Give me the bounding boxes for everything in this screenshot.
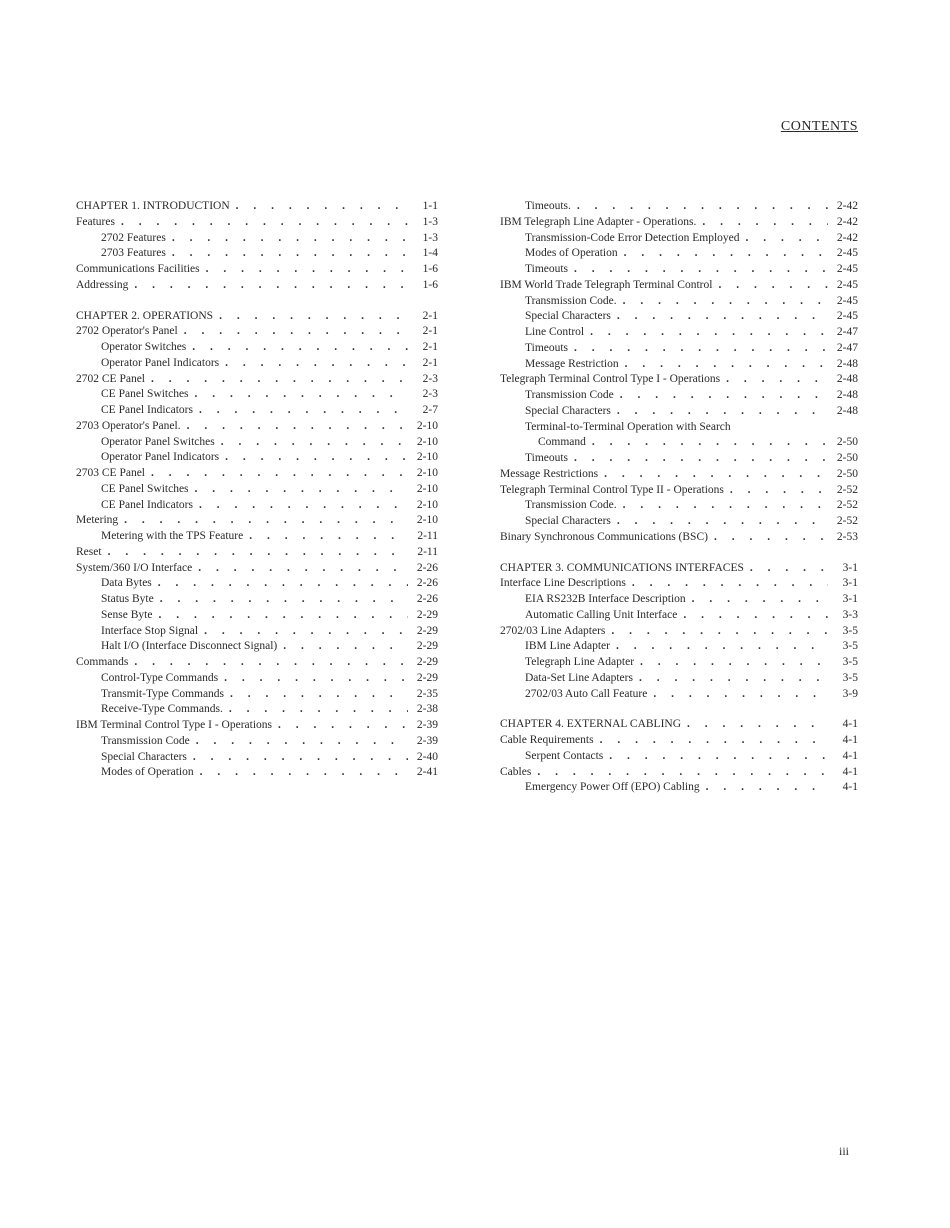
dot-leader — [192, 561, 408, 577]
toc-entry-title: Sense Byte — [101, 608, 153, 621]
toc-entry-title: Operator Panel Indicators — [101, 451, 220, 464]
toc-entry — [500, 199, 858, 215]
dot-leader — [166, 246, 408, 262]
toc-entry-page: 3-5 — [842, 656, 858, 668]
dot-leader — [186, 340, 408, 356]
toc-entry-page: 2-48 — [836, 373, 858, 386]
toc-entry-title: Operator Switches — [101, 341, 187, 353]
toc-entry-page: 2-1 — [422, 356, 438, 369]
toc-entry-page: 3-5 — [842, 624, 858, 637]
toc-entry-title: CE Panel Indicators — [101, 404, 193, 416]
toc-entry-page: 4-1 — [842, 718, 858, 731]
toc-entry-title: 2702 Features — [101, 231, 166, 244]
dot-leader — [166, 231, 408, 247]
toc-entry — [500, 309, 858, 325]
toc-entry — [500, 576, 858, 592]
toc-entry-title: Operator Panel Indicators — [101, 356, 220, 369]
toc-entry-title: Data Bytes — [101, 577, 152, 590]
toc-entry-title: Features — [76, 215, 115, 228]
toc-entry — [500, 687, 858, 703]
toc-entry — [500, 765, 858, 781]
dot-leader — [152, 576, 408, 592]
dot-leader — [571, 199, 828, 215]
dot-leader — [603, 749, 828, 765]
dot-leader — [634, 655, 828, 671]
dot-leader — [586, 435, 828, 451]
toc-entry-title: Binary Synchronous Communications (BSC) — [500, 530, 708, 543]
toc-entry-page: 2-35 — [416, 687, 438, 700]
toc-entry — [500, 294, 858, 310]
toc-entry-page: 3-5 — [842, 640, 858, 653]
toc-entry — [500, 435, 858, 451]
dot-leader — [154, 592, 408, 608]
toc-entry-title: Telegraph Terminal Control Type II - Operations — [500, 483, 724, 496]
dot-leader — [598, 467, 828, 483]
dot-leader — [128, 655, 408, 671]
dot-leader — [626, 576, 828, 592]
toc-entry — [76, 513, 438, 529]
toc-entry-page: 2-50 — [836, 436, 858, 449]
dot-leader — [200, 262, 408, 278]
toc-entry-page: 3-1 — [842, 593, 858, 605]
toc-entry-title: Timeouts — [525, 263, 569, 275]
toc-entry-title: Transmission-Code Error Detection Employed — [525, 231, 740, 244]
dot-leader — [181, 419, 408, 435]
toc-entry-page: 2-3 — [422, 372, 438, 385]
toc-entry-page: 2-26 — [416, 577, 438, 590]
toc-entry-page: 2-29 — [416, 608, 438, 621]
toc-entry-page: 4-1 — [842, 749, 858, 762]
dot-leader — [611, 514, 828, 530]
toc-entry — [76, 750, 438, 766]
toc-entry-title: Timeouts. — [525, 200, 571, 212]
dot-leader — [193, 403, 408, 419]
toc-entry — [500, 483, 858, 499]
toc-entry — [76, 450, 438, 466]
toc-entry-title: EIA RS232B Interface Description — [525, 593, 686, 605]
dot-leader — [102, 545, 408, 561]
toc-entry-title: IBM Telegraph Line Adapter - Operations. — [500, 215, 697, 228]
toc-entry-title: Automatic Calling Unit Interface — [525, 608, 678, 621]
toc-entry-page: 2-50 — [836, 467, 858, 480]
dot-leader — [619, 357, 828, 373]
toc-entry — [76, 545, 438, 561]
dot-leader — [724, 483, 828, 499]
dot-leader — [219, 356, 408, 372]
toc-entry-title: IBM Terminal Control Type I - Operations — [76, 719, 272, 731]
toc-entry-page: 2-48 — [836, 357, 858, 370]
toc-entry-page: 3-1 — [842, 561, 858, 574]
toc-entry-page: 2-41 — [416, 766, 438, 779]
toc-entry — [500, 624, 858, 640]
toc-entry — [76, 561, 438, 577]
toc-entry — [500, 655, 858, 671]
toc-entry — [500, 514, 858, 530]
toc-entry-title: IBM World Trade Telegraph Terminal Control — [500, 278, 713, 291]
toc-entry-title: Special Characters — [525, 515, 611, 527]
toc-entry-page: 2-39 — [416, 719, 438, 731]
toc-entry — [500, 451, 858, 467]
toc-entry — [76, 734, 438, 750]
toc-entry-title: Line Control — [525, 326, 585, 338]
toc-entry — [76, 639, 438, 655]
toc-right-column — [500, 199, 858, 796]
toc-entry-title: Halt I/O (Interface Disconnect Signal) — [101, 640, 278, 653]
toc-entry-page: 2-38 — [416, 703, 438, 716]
dot-leader — [605, 624, 828, 640]
toc-entry — [76, 718, 438, 734]
toc-entry-page: 3-3 — [842, 608, 858, 621]
toc-entry-title: Cables — [500, 765, 532, 778]
dot-leader — [614, 388, 828, 404]
dot-leader — [145, 466, 408, 482]
toc-entry — [500, 357, 858, 373]
toc-entry-page: 2-11 — [417, 545, 438, 558]
dot-leader — [198, 624, 408, 640]
toc-entry-title: CE Panel Indicators — [101, 498, 193, 511]
toc-entry — [500, 608, 858, 624]
dot-leader — [708, 530, 828, 546]
dot-leader — [187, 750, 408, 766]
toc-entry — [76, 466, 438, 482]
toc-entry — [500, 420, 858, 436]
toc-entry-title: Transmission Code. — [525, 294, 617, 307]
toc-entry-title: Commands — [76, 656, 129, 668]
dot-leader — [128, 278, 408, 294]
toc-entry-title: Emergency Power Off (EPO) Cabling — [525, 781, 700, 794]
dot-leader — [115, 215, 408, 231]
toc-entry — [76, 624, 438, 640]
toc-entry-page: 2-10 — [416, 498, 438, 511]
toc-entry-page: 1-3 — [422, 215, 438, 228]
toc-entry-page: 2-40 — [416, 750, 438, 763]
toc-entry — [500, 749, 858, 765]
toc-entry — [76, 356, 438, 372]
toc-entry-page: 2-29 — [416, 624, 438, 637]
toc-entry-page: 2-3 — [422, 388, 438, 401]
toc-entry — [500, 388, 858, 404]
toc-entry — [76, 324, 438, 340]
toc-entry-page: 3-9 — [842, 687, 858, 700]
dot-leader — [584, 325, 828, 341]
toc-entry — [76, 340, 438, 356]
toc-entry-title: Operator Panel Switches — [101, 435, 215, 448]
dot-leader — [193, 498, 408, 514]
dot-leader — [219, 450, 408, 466]
toc-entry — [500, 341, 858, 357]
dot-leader — [213, 309, 408, 325]
toc-entry-page: 2-52 — [836, 483, 858, 496]
toc-entry-title: 2702/03 Auto Call Feature — [525, 687, 648, 700]
toc-entry — [76, 419, 438, 435]
dot-leader — [215, 435, 408, 451]
toc-entry-page: 2-47 — [836, 341, 858, 354]
toc-entry-title: Interface Line Descriptions — [500, 577, 626, 590]
toc-entry-title: 2703 Features — [101, 247, 166, 260]
toc-entry — [76, 262, 438, 278]
toc-entry-title: Telegraph Terminal Control Type I - Operations — [500, 373, 721, 386]
toc-entry — [500, 780, 858, 796]
toc-entry — [500, 231, 858, 247]
toc-entry-page: 2-1 — [422, 325, 438, 338]
toc-entry-title: Transmission Code. — [525, 499, 617, 512]
toc-entry — [76, 592, 438, 608]
toc-entry-page: 4-1 — [842, 765, 858, 778]
toc-entry-page: 2-52 — [836, 499, 858, 512]
toc-entry-title: IBM Line Adapter — [525, 640, 610, 653]
toc-entry-page: 2-26 — [416, 593, 438, 605]
toc-entry — [500, 325, 858, 341]
toc-entry — [500, 639, 858, 655]
toc-entry-title: Modes of Operation — [101, 766, 194, 779]
toc-entry-title: System/360 I/O Interface — [76, 561, 193, 574]
dot-leader — [712, 278, 828, 294]
dot-leader — [720, 372, 828, 388]
toc-entry — [76, 403, 438, 419]
toc-entry-page: 2-10 — [416, 482, 438, 495]
dot-leader — [189, 482, 408, 498]
toc-entry-title: Control-Type Commands — [101, 671, 219, 684]
toc-entry — [76, 246, 438, 262]
toc-entry-title: Cable Requirements — [500, 734, 594, 746]
dot-leader — [618, 246, 828, 262]
toc-entry — [76, 309, 438, 325]
dot-leader — [230, 199, 408, 215]
toc-entry-title: 2702/03 Line Adapters — [500, 624, 606, 637]
toc-entry-page: 2-39 — [416, 734, 438, 747]
toc-entry-page: 3-1 — [842, 577, 858, 590]
toc-entry-page: 2-10 — [416, 435, 438, 448]
toc-entry-page: 2-10 — [416, 419, 438, 432]
toc-entry-title: CHAPTER 1. INTRODUCTION — [76, 200, 230, 212]
toc-entry-title: CHAPTER 3. COMMUNICATIONS INTERFACES — [500, 561, 744, 574]
toc-entry-page: 4-1 — [842, 781, 858, 794]
toc-entry-page: 2-53 — [836, 530, 858, 543]
toc-entry — [76, 387, 438, 403]
dot-leader — [611, 309, 828, 325]
dot-leader — [696, 215, 828, 231]
toc-entry — [500, 372, 858, 388]
toc-entry — [500, 592, 858, 608]
toc-entry-title: 2703 Operator's Panel. — [76, 419, 181, 432]
toc-entry-page: 2-42 — [836, 200, 858, 212]
dot-leader — [594, 733, 828, 749]
dot-leader — [277, 639, 408, 655]
toc-entry-title: Modes of Operation — [525, 247, 618, 260]
toc-entry-page: 2-26 — [416, 561, 438, 574]
toc-entry-title: Status Byte — [101, 593, 154, 605]
toc-entry-title: Reset — [76, 545, 102, 558]
toc-left-column — [76, 199, 438, 781]
dot-leader — [700, 780, 828, 796]
toc-entry-page: 2-29 — [416, 671, 438, 684]
toc-entry-title: CE Panel Switches — [101, 482, 189, 495]
toc-entry-title: Timeouts — [525, 452, 569, 464]
toc-entry — [76, 655, 438, 671]
toc-entry-page: 2-29 — [416, 656, 438, 668]
toc-entry-title: CHAPTER 4. EXTERNAL CABLING — [500, 718, 682, 731]
toc-entry-page: 1-6 — [422, 263, 438, 275]
dot-leader — [243, 529, 408, 545]
toc-entry — [500, 561, 858, 577]
toc-entry-title: 2702 CE Panel — [76, 372, 145, 385]
toc-entry-page: 2-52 — [836, 515, 858, 527]
toc-entry — [76, 231, 438, 247]
toc-entry — [500, 246, 858, 262]
toc-entry — [500, 498, 858, 514]
toc-entry-page: 1-4 — [422, 247, 438, 260]
dot-leader — [611, 404, 828, 420]
toc-entry-page: 2-47 — [836, 326, 858, 338]
toc-entry — [500, 717, 858, 733]
toc-entry-title: Transmit-Type Commands — [101, 687, 225, 700]
toc-entry — [76, 608, 438, 624]
toc-entry-page: 4-1 — [842, 734, 858, 746]
toc-entry — [76, 529, 438, 545]
toc-entry-page: 2-48 — [836, 404, 858, 417]
toc-entry-page: 2-45 — [836, 247, 858, 260]
toc-entry-page: 2-1 — [422, 341, 438, 353]
dot-leader — [568, 341, 828, 357]
dot-leader — [190, 734, 408, 750]
toc-entry-page: 2-42 — [836, 231, 858, 244]
toc-entry-title: Message Restrictions — [500, 467, 599, 480]
toc-entry-page: 2-10 — [416, 451, 438, 464]
toc-entry — [500, 733, 858, 749]
toc-entry — [500, 215, 858, 231]
dot-leader — [178, 324, 408, 340]
toc-entry-page: 2-7 — [422, 404, 438, 416]
dot-leader — [218, 671, 408, 687]
toc-entry-title: 2702 Operator's Panel — [76, 325, 178, 338]
toc-entry-title: CE Panel Switches — [101, 388, 189, 401]
toc-entry-title: Transmission Code — [101, 734, 190, 747]
toc-entry-page: 2-10 — [416, 514, 438, 527]
toc-entry-page: 2-45 — [836, 263, 858, 275]
toc-entry-title: Special Characters — [525, 310, 611, 323]
dot-leader — [647, 687, 828, 703]
dot-leader — [686, 592, 828, 608]
dot-leader — [740, 231, 828, 247]
dot-leader — [617, 294, 828, 310]
toc-entry — [76, 687, 438, 703]
toc-entry-page: 2-45 — [836, 278, 858, 291]
dot-leader — [145, 372, 408, 388]
toc-entry — [76, 765, 438, 781]
toc-entry-page: 2-45 — [836, 310, 858, 323]
toc-entry-page: 2-11 — [417, 530, 438, 542]
dot-leader — [152, 608, 408, 624]
toc-entry — [500, 671, 858, 687]
toc-entry — [76, 702, 438, 718]
toc-entry-page: 2-45 — [836, 294, 858, 307]
toc-entry-title: Telegraph Line Adapter — [525, 656, 635, 668]
toc-entry-page: 1-1 — [422, 200, 438, 212]
toc-entry-title: Communications Facilities — [76, 263, 200, 275]
toc-entry — [500, 467, 858, 483]
toc-entry-title: CHAPTER 2. OPERATIONS — [76, 309, 214, 322]
toc-entry — [76, 435, 438, 451]
toc-entry-page: 2-42 — [836, 215, 858, 228]
toc-entry-title: Receive-Type Commands. — [101, 703, 223, 716]
dot-leader — [189, 387, 408, 403]
dot-leader — [681, 717, 828, 733]
dot-leader — [568, 451, 828, 467]
dot-leader — [744, 561, 828, 577]
toc-entry — [76, 215, 438, 231]
page-number: iii — [839, 1144, 850, 1158]
toc-entry — [76, 576, 438, 592]
dot-leader — [677, 608, 828, 624]
toc-entry-title: Addressing — [76, 278, 129, 291]
toc-entry-title: Serpent Contacts — [525, 749, 604, 762]
toc-entry-page: 2-29 — [416, 640, 438, 653]
toc-entry — [500, 278, 858, 294]
toc-entry — [76, 372, 438, 388]
toc-entry-title: Special Characters — [525, 404, 611, 417]
toc-entry-page: 2-1 — [422, 309, 438, 322]
dot-leader — [194, 765, 408, 781]
toc-entry-title: Timeouts — [525, 341, 569, 354]
toc-entry-title: 2703 CE Panel — [76, 467, 145, 479]
dot-leader — [223, 702, 408, 718]
toc-entry-page: 2-10 — [416, 467, 438, 479]
toc-entry — [500, 530, 858, 546]
toc-entry-title: Metering with the TPS Feature — [101, 530, 244, 542]
dot-leader — [272, 718, 408, 734]
toc-entry-title: Interface Stop Signal — [101, 624, 199, 637]
dot-leader — [617, 498, 828, 514]
toc-entry-page: 1-6 — [422, 278, 438, 291]
toc-entry — [76, 482, 438, 498]
toc-entry — [76, 278, 438, 294]
dot-leader — [224, 687, 408, 703]
dot-leader — [633, 671, 828, 687]
page-title: CONTENTS — [780, 119, 858, 134]
toc-entry — [500, 404, 858, 420]
toc-entry — [76, 498, 438, 514]
dot-leader — [568, 262, 828, 278]
toc-entry — [500, 262, 858, 278]
dot-leader — [531, 765, 828, 781]
toc-entry-title: Metering — [76, 514, 119, 527]
toc-entry-title: Special Characters — [101, 750, 187, 763]
toc-entry-title: Terminal-to-Terminal Operation with Search — [525, 420, 731, 433]
toc-entry-page: 1-3 — [422, 231, 438, 244]
toc-entry-title: Command — [538, 436, 586, 449]
dot-leader — [118, 513, 408, 529]
toc-entry-page: 2-48 — [836, 389, 858, 401]
toc-entry-title: Transmission Code — [525, 389, 614, 401]
toc-entry-title: Data-Set Line Adapters — [525, 671, 633, 684]
toc-entry-title: Message Restriction — [525, 357, 619, 370]
dot-leader — [610, 639, 828, 655]
toc-entry-page: 2-50 — [836, 452, 858, 464]
toc-entry — [76, 199, 438, 215]
toc-entry-page: 3-5 — [842, 671, 858, 684]
toc-entry — [76, 671, 438, 687]
